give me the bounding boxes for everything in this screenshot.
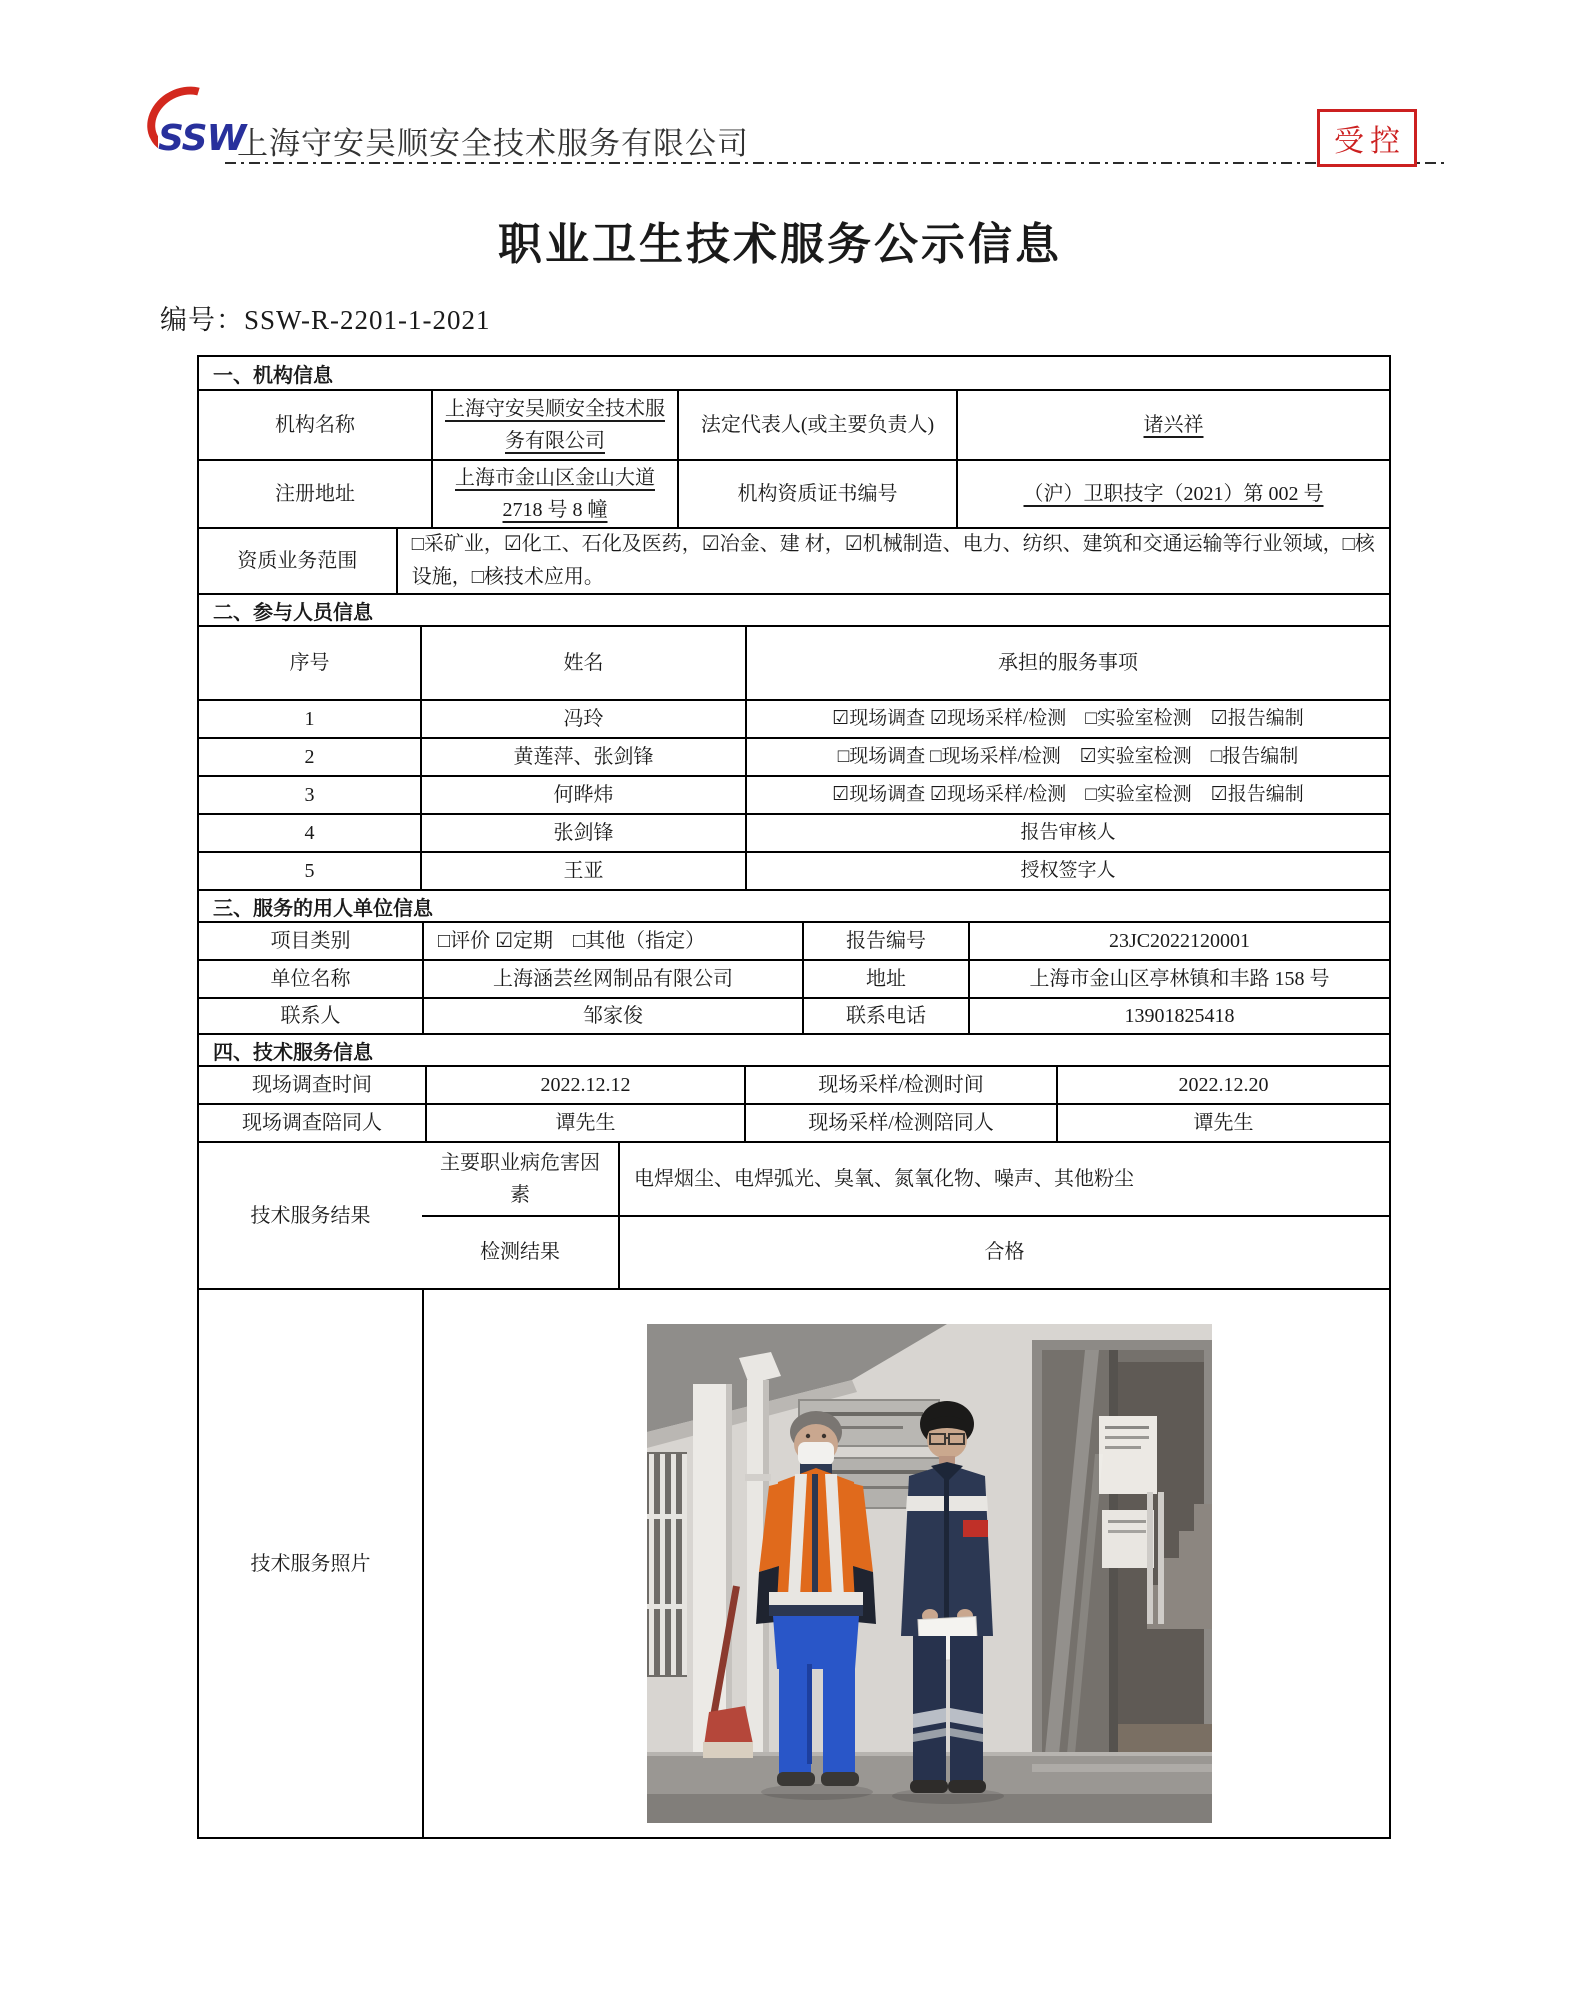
hazards-subrow: [422, 1143, 1389, 1215]
photo-window: [647, 1452, 687, 1677]
contact-value: 邹家俊: [422, 999, 802, 1033]
person-row: [199, 851, 1389, 889]
header-company-name: 上海守安吴顺安全技术服务有限公司: [237, 126, 749, 161]
person-no: 4: [304, 822, 315, 844]
people-header-row: [199, 625, 1389, 699]
test-result-label: 检测结果: [480, 1241, 560, 1264]
section2-heading: 二、参与人员信息: [199, 593, 1389, 625]
sampling-escort-label: 现场采样/检测陪同人: [744, 1105, 1056, 1141]
client-value: 上海涵芸丝网制品有限公司: [422, 961, 802, 997]
sampling-time-value: 2022.12.20: [1056, 1067, 1389, 1103]
photo-row: [199, 1288, 1389, 1837]
person-no: 3: [304, 784, 315, 806]
survey-escort-label: 现场调查陪同人: [242, 1112, 382, 1134]
report-no-label: 报告编号: [802, 923, 968, 959]
person-name: 王亚: [420, 853, 745, 889]
escort-row: [199, 1103, 1389, 1141]
person-no: 5: [304, 860, 315, 882]
person-no: 1: [304, 708, 315, 730]
public-info-table: [197, 355, 1391, 1839]
photo-glass-door: [1032, 1340, 1212, 1768]
col-name-header: 姓名: [420, 627, 745, 699]
org-name-row: [199, 389, 1389, 459]
addr-label: 地址: [802, 961, 968, 997]
person-name: 张剑锋: [420, 815, 745, 851]
section1-heading: 一、机构信息: [213, 364, 333, 387]
legal-rep-label: 法定代表人(或主要负责人): [677, 391, 956, 459]
reg-addr-value: 上海市金山区金山大道 2718 号 8 幢: [431, 461, 677, 527]
person-no: 2: [304, 746, 315, 768]
document-number: 编号：SSW-R-2201-1-2021: [160, 305, 491, 335]
sampling-time-label: 现场采样/检测时间: [744, 1067, 1056, 1103]
addr-value: 上海市金山区亭林镇和丰路 158 号: [968, 961, 1389, 997]
person-name: 冯玲: [420, 701, 745, 737]
survey-time-row: [199, 1065, 1389, 1103]
person-name: 何晔炜: [420, 777, 745, 813]
col-no-header: 序号: [289, 652, 330, 674]
person-row: [199, 775, 1389, 813]
page-title: 职业卫生技术服务公示信息: [498, 220, 1062, 269]
cert-label: 机构资质证书编号: [677, 461, 956, 527]
scope-label: 资质业务范围: [237, 550, 358, 572]
client-label: 单位名称: [270, 968, 351, 990]
header-divider: [225, 162, 1447, 164]
col-services-header: 承担的服务事项: [745, 627, 1389, 699]
phone-value: 13901825418: [968, 999, 1389, 1033]
controlled-stamp: 受控: [1317, 109, 1417, 167]
project-type-value: □评价 ☑定期 □其他（指定）: [422, 923, 802, 959]
photo-label: 技术服务照片: [250, 1552, 371, 1575]
reg-addr-row: [199, 459, 1389, 527]
project-type-row: [199, 921, 1389, 959]
person-services: 报告审核人: [745, 815, 1389, 851]
contact-row: [199, 997, 1389, 1033]
person-row: [199, 699, 1389, 737]
org-name-value: 上海守安吴顺安全技术服务有限公司: [431, 391, 677, 459]
cert-value: （沪）卫职技字（2021）第 002 号: [956, 461, 1389, 527]
survey-time-label: 现场调查时间: [252, 1074, 372, 1096]
service-result-label: 技术服务结果: [250, 1204, 371, 1227]
survey-escort-value: 谭先生: [425, 1105, 744, 1141]
sampling-escort-value: 谭先生: [1056, 1105, 1389, 1141]
client-row: [199, 959, 1389, 997]
test-result-value: 合格: [618, 1217, 1389, 1289]
photo-content-cell: [422, 1290, 1389, 1837]
contact-label: 联系人: [280, 1005, 341, 1027]
scope-row: [199, 527, 1389, 593]
reg-addr-label: 注册地址: [275, 483, 355, 505]
person-name: 黄莲萍、张剑锋: [420, 739, 745, 775]
company-logo-text: SSW: [158, 118, 246, 159]
person-services: ☑现场调查 ☑现场采样/检测 □实验室检测 ☑报告编制: [745, 701, 1389, 737]
service-result-stack: [422, 1143, 1389, 1288]
person-row: [199, 813, 1389, 851]
report-no-value: 23JC2022120001: [968, 923, 1389, 959]
test-result-subrow: [422, 1215, 1389, 1289]
phone-label: 联系电话: [802, 999, 968, 1033]
hazards-value: 电焊烟尘、电焊弧光、臭氧、氮氧化物、噪声、其他粉尘: [618, 1143, 1389, 1215]
scope-value: □采矿业，☑化工、石化及医药，☑冶金、建 材，☑机械制造、电力、纺织、建筑和交通运输等行业领域，□核设施，□核技术应用。: [396, 529, 1389, 593]
technical-service-photo: [647, 1324, 1212, 1823]
person-services: ☑现场调查 ☑现场采样/检测 □实验室检测 ☑报告编制: [745, 777, 1389, 813]
section4-heading: 四、技术服务信息: [199, 1033, 1389, 1065]
person-row: [199, 737, 1389, 775]
person-services: □现场调查 □现场采样/检测 ☑实验室检测 □报告编制: [745, 739, 1389, 775]
section3-heading: 三、服务的用人单位信息: [199, 889, 1389, 921]
hazards-label: 主要职业病危害因素: [440, 1151, 600, 1206]
service-result-row: [199, 1141, 1389, 1288]
survey-time-value: 2022.12.12: [425, 1067, 744, 1103]
person-services: 授权签字人: [745, 853, 1389, 889]
legal-rep-value: 诸兴祥: [956, 391, 1389, 459]
org-name-label: 机构名称: [275, 414, 355, 436]
project-type-label: 项目类别: [270, 930, 351, 952]
